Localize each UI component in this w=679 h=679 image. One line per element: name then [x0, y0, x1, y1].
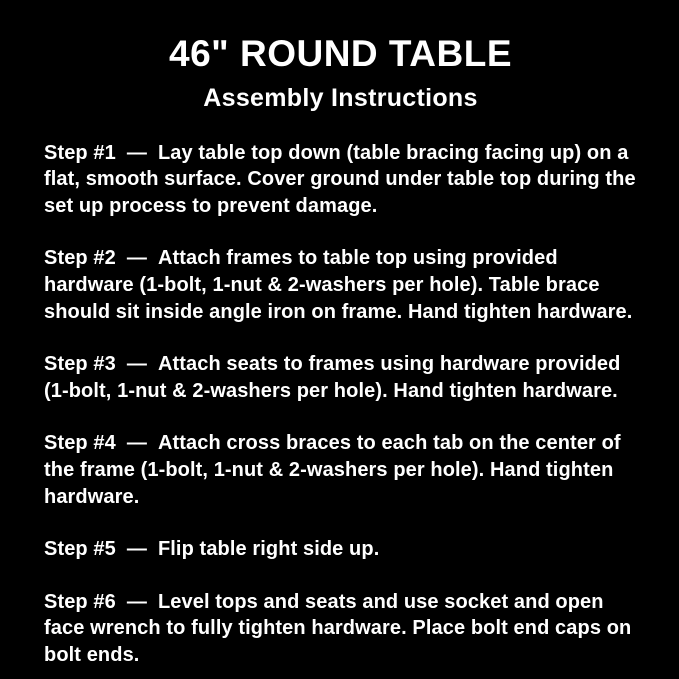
page-title: 46" ROUND TABLE — [169, 33, 512, 74]
step-6-dash: — — [126, 590, 147, 613]
step-3 — [44, 351, 637, 404]
step-3-dash: — — [126, 353, 147, 376]
step-2-label: Step #2 — [44, 247, 116, 270]
step-5-text: Flip table right side up. — [157, 538, 380, 561]
step-3-label: Step #3 — [44, 353, 116, 376]
step-1-dash: — — [126, 141, 147, 164]
step-1-label: Step #1 — [44, 141, 116, 164]
step-1 — [44, 140, 637, 220]
step-1-text: Lay table top down (table bracing facing up) on a flat, smooth surface. Cover ground under table top during the set up process to prevent damage. — [44, 141, 636, 217]
step-6-text: Level tops and seats and use socket and open face wrench to fully tighten hardware. Place bolt end caps on bolt ends. — [44, 590, 632, 666]
step-5 — [44, 536, 637, 563]
step-4-dash: — — [126, 432, 147, 455]
step-4-label: Step #4 — [44, 432, 116, 455]
step-6 — [44, 589, 637, 669]
step-5-label: Step #5 — [44, 538, 116, 561]
steps-list — [44, 140, 637, 669]
step-4-text: Attach cross braces to each tab on the center of the frame (1-bolt, 1-nut & 2-washers per hole). Hand tighten hardware. — [44, 432, 621, 508]
step-3-text: Attach seats to frames using hardware provided (1-bolt, 1-nut & 2-washers per hole). Hand tighten hardware. — [44, 353, 621, 402]
step-2-text: Attach frames to table top using provided hardware (1-bolt, 1-nut & 2-washers per hole). Table brace should sit inside angle iron on frame. Hand tighten hardware. — [44, 247, 633, 323]
step-2 — [44, 245, 637, 325]
step-5-dash: — — [126, 538, 147, 561]
page-subtitle: Assembly Instructions — [203, 83, 478, 112]
step-4 — [44, 430, 637, 510]
step-6-label: Step #6 — [44, 590, 116, 613]
step-2-dash: — — [126, 247, 147, 270]
